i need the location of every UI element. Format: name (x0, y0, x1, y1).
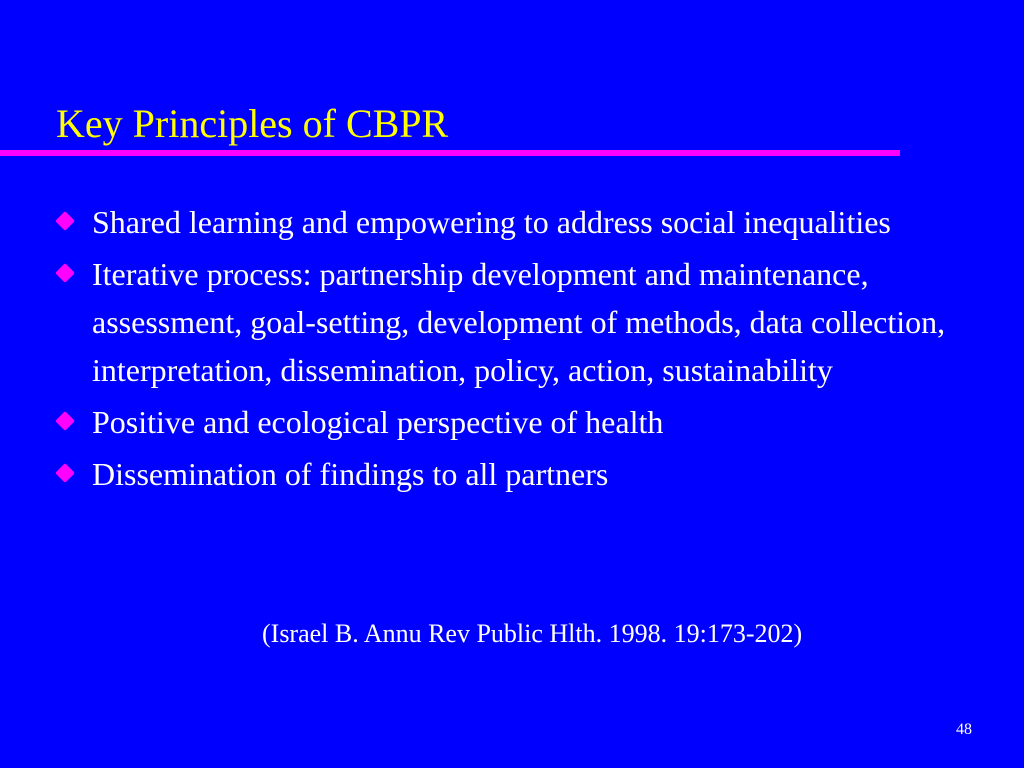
title-divider (0, 150, 900, 156)
slide-title: Key Principles of CBPR (56, 101, 449, 146)
bullet-text: Shared learning and empowering to address social inequalities (92, 204, 891, 240)
citation: (Israel B. Annu Rev Public Hlth. 1998. 19:173-202) (262, 619, 803, 648)
diamond-bullet-icon (55, 463, 75, 483)
bullet-list (56, 198, 986, 502)
bullet-item (56, 398, 986, 446)
bullet-item (56, 250, 986, 394)
diamond-bullet-icon (55, 411, 75, 431)
bullet-text: Iterative process: partnership development and maintenance, assessment, goal-setting, development of methods, data collection, interpretation, dissemination, policy, action, sustainability (92, 256, 946, 388)
bullet-text: Positive and ecological perspective of health (92, 404, 664, 440)
bullet-item (56, 450, 986, 498)
page-number: 48 (956, 721, 972, 738)
diamond-bullet-icon (55, 263, 75, 283)
diamond-bullet-icon (55, 211, 75, 231)
bullet-item (56, 198, 986, 246)
bullet-text: Dissemination of findings to all partners (92, 456, 609, 492)
